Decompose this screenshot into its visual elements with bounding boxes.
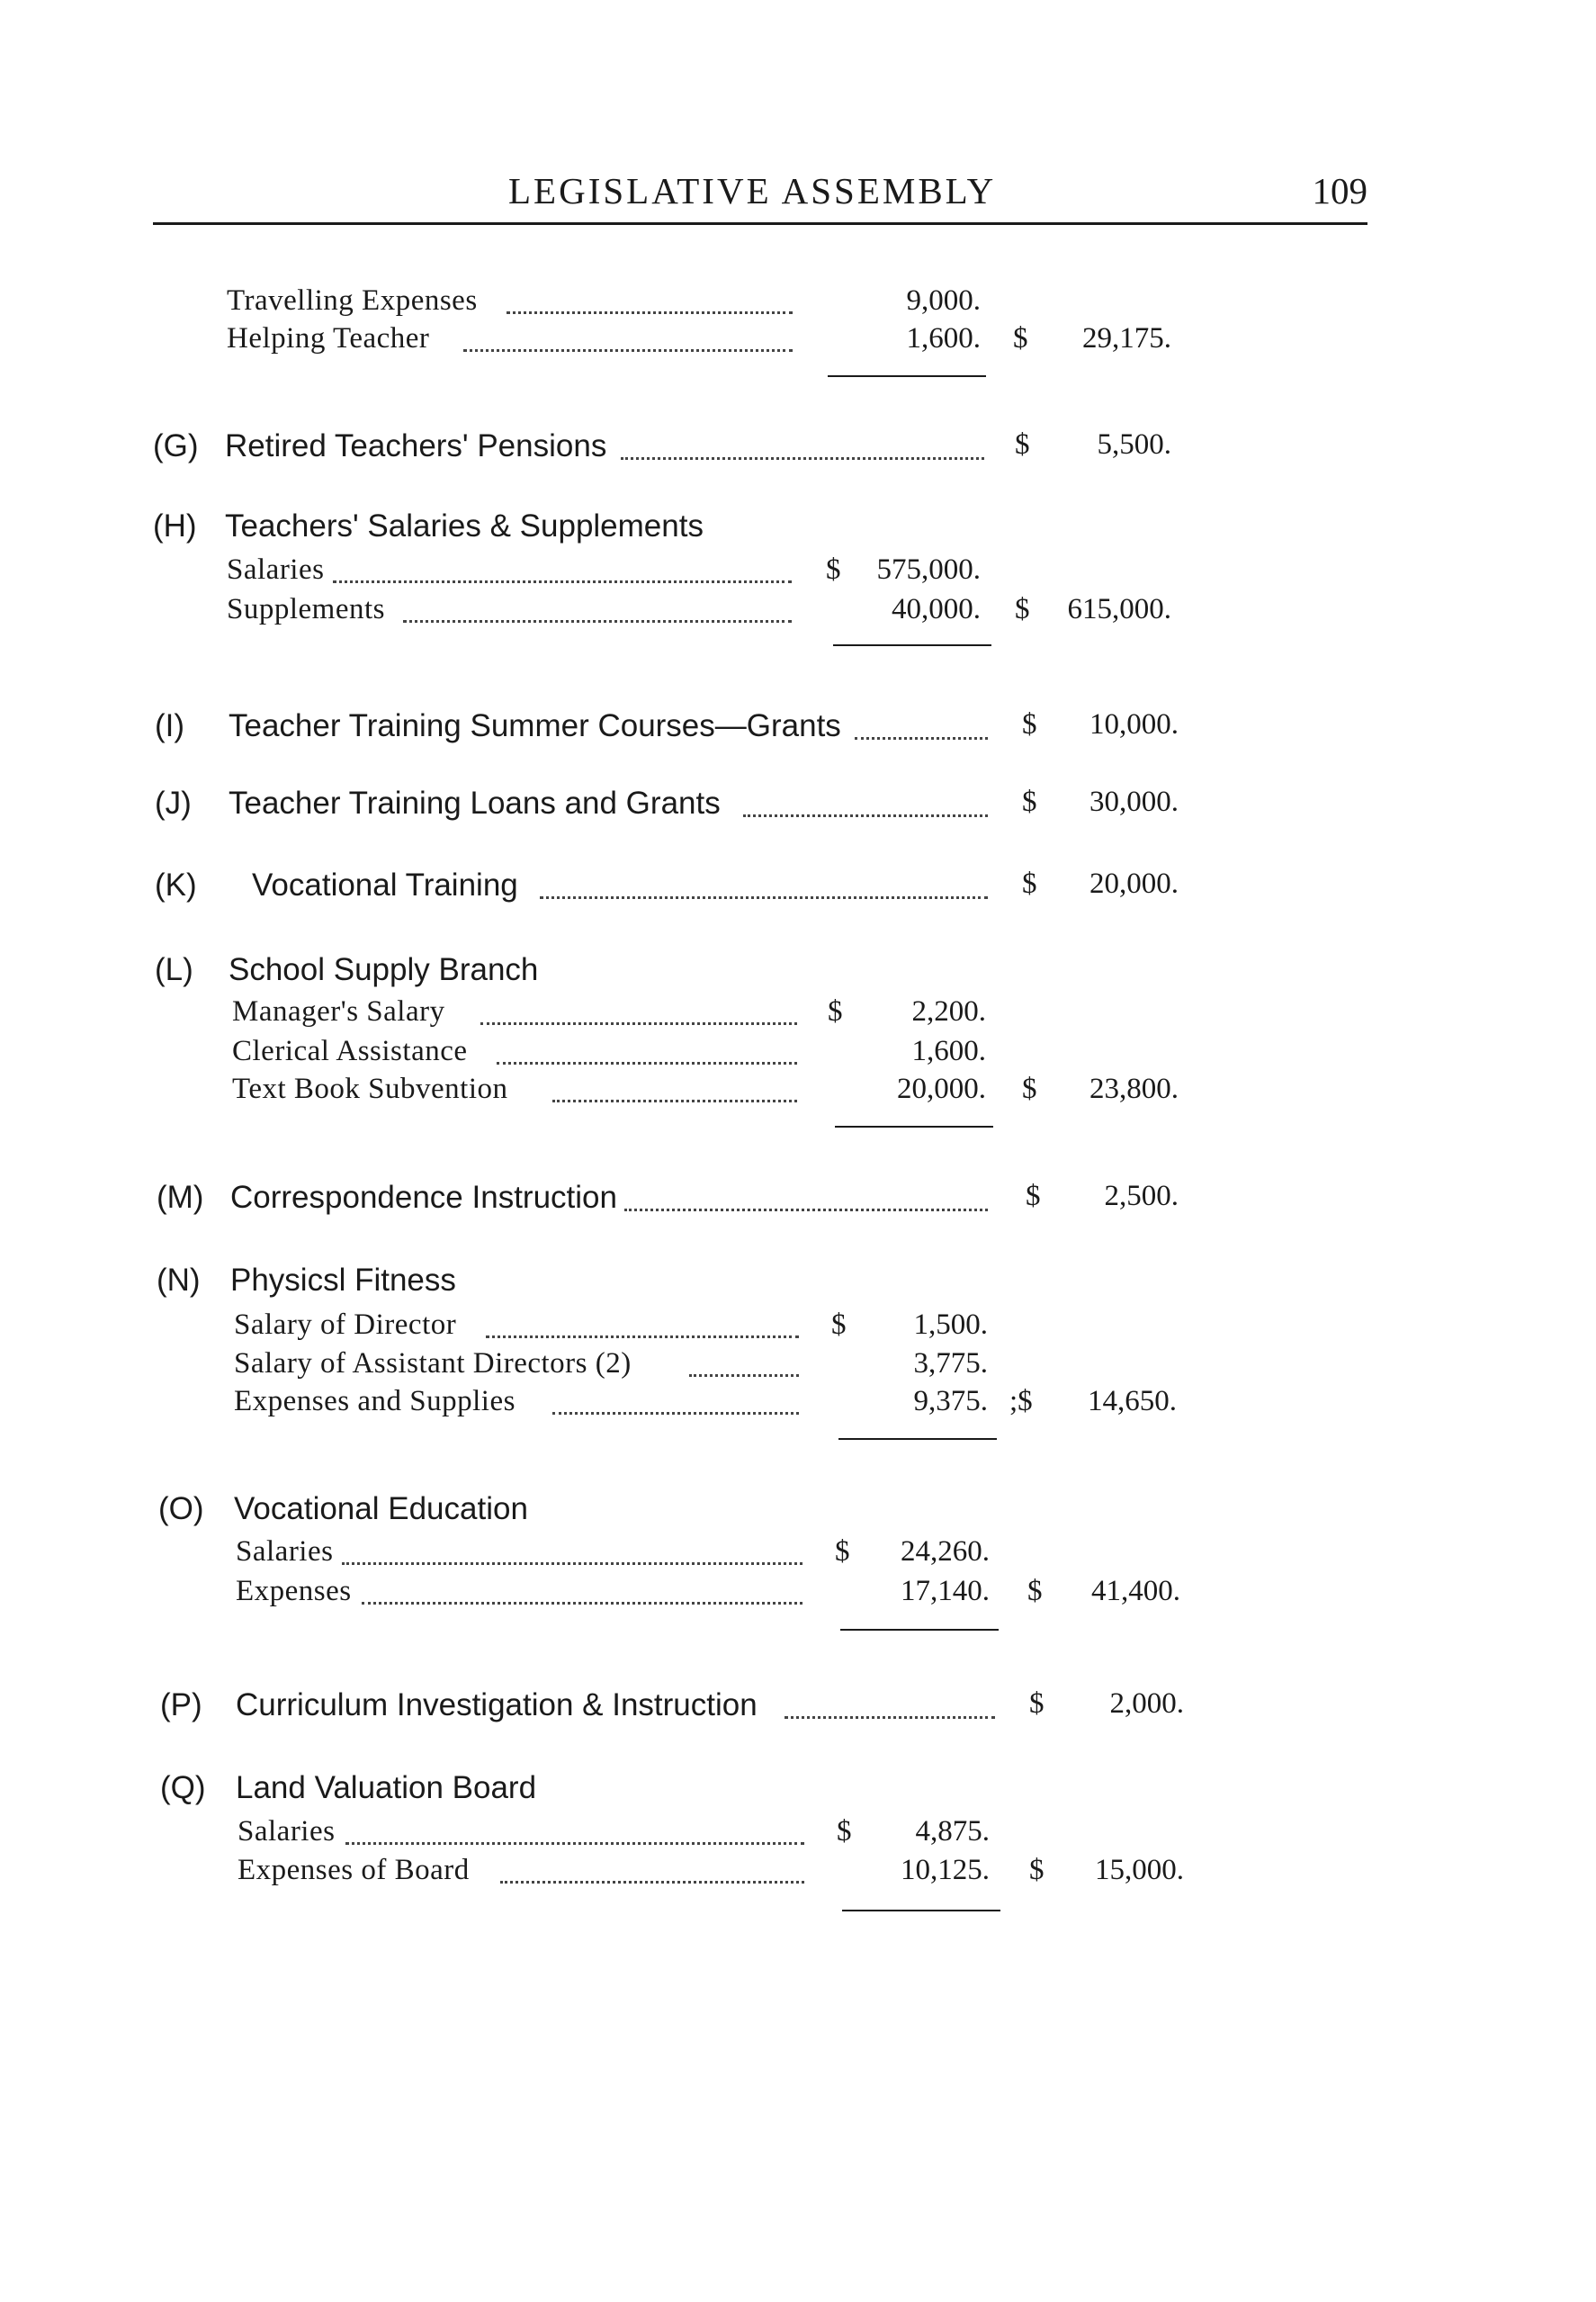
line-item-amount: 9,000. [906,284,981,317]
line-item-amount: 1,600. [911,1035,986,1067]
section-l [0,952,1596,992]
section-title: Physicsl Fitness [230,1263,456,1298]
leader-dots [333,577,792,583]
line-item-label: Helping Teacher [227,322,430,355]
item-dollar-sign: $ [826,553,841,586]
section-q [0,1770,1596,1810]
line-item [0,322,1596,362]
line-item-label: Salaries [227,553,325,586]
total-dollar-sign: $ [1027,1575,1043,1607]
total-dollar-sign: $ [1015,593,1030,625]
line-item [0,1815,1596,1855]
line-item-amount: 20,000. [897,1073,986,1105]
line-item [0,1035,1596,1075]
section-total: 2,500. [1104,1180,1179,1212]
line-item [0,1073,1596,1112]
line-item-label: Manager's Salary [232,995,445,1028]
line-item [0,284,1596,324]
leader-dots [552,1408,799,1415]
line-item-label: Expenses [236,1575,352,1607]
section-total: 41,400. [1091,1575,1180,1607]
line-item-label: Clerical Assistance [232,1035,468,1067]
section-letter: (N) [157,1263,201,1298]
section-total: 2,000. [1109,1687,1184,1720]
section-g [0,428,1596,468]
section-letter: (O) [158,1491,204,1526]
section-total: 15,000. [1095,1854,1184,1886]
sum-rule [833,644,991,646]
total-dollar-sign: $ [1015,428,1030,461]
leader-dots [342,1559,802,1565]
section-m [0,1180,1596,1219]
section-title: Land Valuation Board [236,1770,537,1805]
section-p [0,1687,1596,1727]
total-dollar-sign: $ [1013,322,1028,355]
sum-rule [828,375,986,377]
section-total: 29,175. [1082,322,1171,355]
sum-rule [842,1910,1000,1911]
line-item-amount: 1,500. [913,1308,988,1341]
total-dollar-sign: $ [1022,1073,1037,1105]
total-dollar-sign: ;$ [1009,1385,1033,1417]
header-rule [153,222,1367,225]
line-item-amount: 17,140. [901,1575,990,1607]
section-total: 14,650. [1088,1385,1177,1417]
section-j [0,786,1596,825]
section-o [0,1491,1596,1531]
total-dollar-sign: $ [1022,868,1037,900]
line-item-amount: 40,000. [892,593,981,625]
section-letter: (I) [155,708,185,743]
section-letter: (J) [155,786,192,821]
item-dollar-sign: $ [831,1308,847,1341]
section-letter: (G) [153,428,199,463]
leader-dots [689,1371,799,1377]
total-dollar-sign: $ [1029,1687,1045,1720]
section-total: 23,800. [1089,1073,1179,1105]
section-title: Retired Teachers' Pensions [225,428,607,463]
line-item-label: Salaries [236,1535,334,1568]
total-dollar-sign: $ [1026,1180,1041,1212]
line-item-amount: 10,125. [901,1854,990,1886]
leader-dots [480,1019,797,1025]
section-h [0,508,1596,548]
line-item-label: Text Book Subvention [232,1073,508,1105]
line-item [0,553,1596,593]
line-item-label: Expenses of Board [238,1854,470,1886]
sum-rule [838,1438,997,1440]
section-letter: (K) [155,868,197,903]
line-item [0,593,1596,633]
leader-dots [463,346,793,352]
section-title: Teacher Training Summer Courses—Grants [229,708,841,743]
line-item-label: Supplements [227,593,385,625]
section-total: 10,000. [1089,708,1179,741]
leader-dots [624,1205,988,1211]
leader-dots [552,1096,797,1102]
line-item [0,1385,1596,1425]
leader-dots [540,893,988,899]
leader-dots [362,1598,802,1605]
leader-dots [403,616,792,623]
line-item-label: Salary of Assistant Directors (2) [234,1347,632,1380]
line-item-label: Expenses and Supplies [234,1385,516,1417]
line-item-amount: 24,260. [901,1535,990,1568]
section-letter: (M) [157,1180,204,1215]
item-dollar-sign: $ [837,1815,852,1848]
sum-rule [840,1629,999,1631]
leader-dots [621,454,984,460]
section-title: School Supply Branch [229,952,539,987]
section-total: 5,500. [1097,428,1171,461]
section-title: Vocational Training [252,868,518,903]
line-item [0,995,1596,1035]
line-item-amount: 2,200. [911,995,986,1028]
total-dollar-sign: $ [1022,786,1037,818]
section-total: 20,000. [1089,868,1179,900]
section-letter: (P) [160,1687,202,1722]
item-dollar-sign: $ [828,995,843,1028]
line-item-label: Salaries [238,1815,336,1848]
line-item-amount: 9,375. [913,1385,988,1417]
leader-dots [345,1839,804,1845]
leader-dots [497,1058,797,1065]
section-title: Teacher Training Loans and Grants [229,786,721,821]
section-letter: (H) [153,508,197,544]
item-dollar-sign: $ [835,1535,850,1568]
section-k [0,868,1596,907]
line-item [0,1308,1596,1348]
leader-dots [486,1332,799,1338]
section-i [0,708,1596,748]
page-header [153,169,1367,225]
section-title: Correspondence Instruction [230,1180,617,1215]
leader-dots [743,811,988,817]
line-item-amount: 3,775. [913,1347,988,1380]
total-dollar-sign: $ [1022,708,1037,741]
line-item [0,1535,1596,1575]
section-letter: (L) [155,952,193,987]
line-item [0,1854,1596,1893]
leader-dots [500,1877,804,1884]
section-total: 30,000. [1089,786,1179,818]
leader-dots [785,1713,995,1719]
line-item [0,1347,1596,1387]
leader-dots [507,308,793,314]
page-number: 109 [1312,170,1367,211]
section-letter: (Q) [160,1770,206,1805]
line-item-amount: 1,600. [906,322,981,355]
line-item-amount: 4,875. [915,1815,990,1848]
sum-rule [835,1126,993,1128]
line-item-label: Salary of Director [234,1308,457,1341]
line-item-label: Travelling Expenses [227,284,478,317]
section-title: Vocational Education [234,1491,528,1526]
section-title: Curriculum Investigation & Instruction [236,1687,758,1722]
section-n [0,1263,1596,1302]
total-dollar-sign: $ [1029,1854,1045,1886]
page-title: LEGISLATIVE ASSEMBLY [508,170,997,211]
line-item-amount: 575,000. [876,553,981,586]
section-title: Teachers' Salaries & Supplements [225,508,704,544]
section-total: 615,000. [1067,593,1171,625]
leader-dots [855,733,988,740]
line-item [0,1575,1596,1614]
